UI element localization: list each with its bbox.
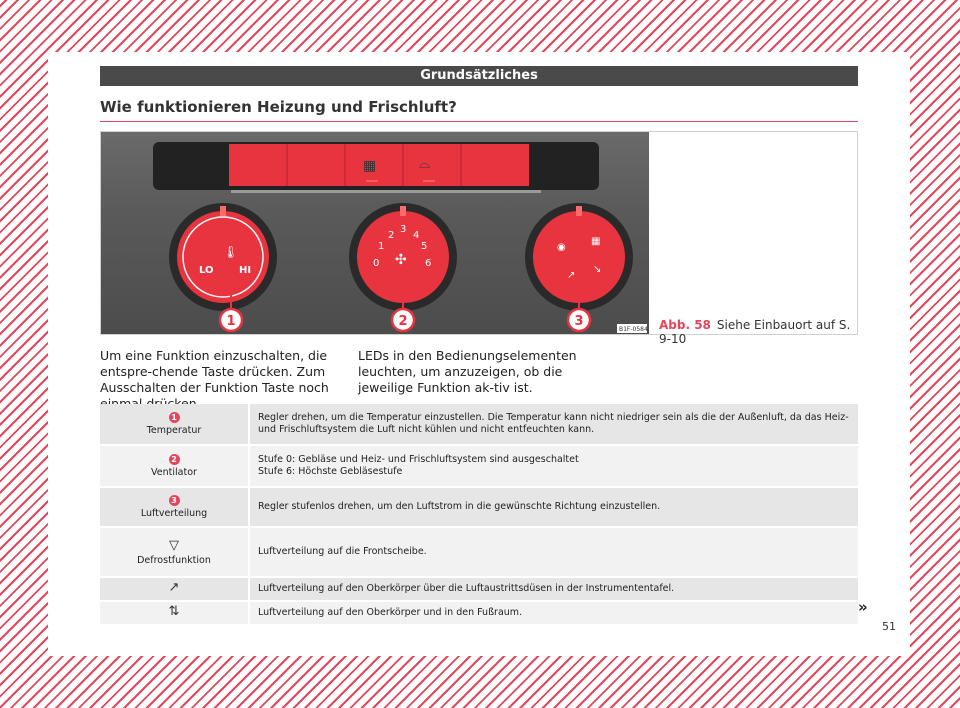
- svg-text:1: 1: [226, 314, 236, 329]
- svg-text:↗: ↗: [567, 270, 576, 281]
- svg-text:↘: ↘: [593, 264, 602, 275]
- callout-badge: 1: [169, 412, 180, 423]
- table-row: [100, 404, 858, 446]
- table-row: [100, 528, 858, 578]
- svg-text:3: 3: [400, 224, 407, 235]
- row-description: Luftverteilung auf den Oberkörper über die Luftaustrittsdüsen in der Instrumententafel.: [258, 583, 675, 594]
- body-text-column-2: LEDs in den Bedienungselementen leuchten, um anzuzeigen, ob die jeweilige Funktion ak-tiv ist.: [358, 348, 577, 395]
- svg-text:1: 1: [378, 241, 385, 252]
- callout-2: [392, 309, 414, 331]
- figure-number: Abb. 58: [659, 318, 711, 332]
- page-number: 51: [882, 620, 896, 633]
- table-row: [100, 488, 858, 528]
- svg-text:LO: LO: [199, 265, 214, 276]
- callout-3: [568, 309, 590, 331]
- callout-badge: 3: [169, 495, 180, 506]
- controls-table: [100, 404, 858, 626]
- svg-text:0: 0: [373, 258, 380, 269]
- row-label: Defrostfunktion: [137, 554, 211, 566]
- callout-badge: 2: [169, 454, 180, 465]
- svg-text:4: 4: [413, 230, 420, 241]
- upper-body-airflow-icon: ↗: [168, 580, 180, 595]
- callout-1: [220, 309, 242, 331]
- continued-marker: »: [858, 598, 868, 616]
- manual-page: [48, 52, 910, 656]
- svg-text:▦: ▦: [591, 236, 601, 247]
- figure-caption: [659, 318, 857, 346]
- climate-control-photo: [101, 132, 649, 334]
- heading-divider: [100, 121, 858, 122]
- svg-text:3: 3: [574, 314, 584, 329]
- svg-text:✣: ✣: [395, 252, 407, 268]
- temperature-knob: [169, 203, 277, 311]
- row-description-line2: Stufe 6: Höchste Gebläsestufe: [258, 466, 403, 477]
- row-description: Regler drehen, um die Temperatur einzustellen. Die Temperatur kann nicht niedriger sein als die der Außenluft, da das Heiz- und Frischluftsystem die Luft nicht kühlen und nicht entfeuchten kann.: [258, 412, 849, 435]
- svg-text:▦: ▦: [363, 158, 377, 174]
- row-label: Luftverteilung: [140, 508, 208, 519]
- svg-text:⌓: ⌓: [419, 156, 431, 172]
- svg-text:HI: HI: [239, 265, 252, 276]
- section-header-bar: Grundsätzliches: [100, 66, 858, 86]
- body-text-column-1: Um eine Funktion einzuschalten, die entspre-chende Taste drücken. Zum Ausschalten der Funktion Taste noch: [100, 348, 329, 395]
- row-description: Regler stufenlos drehen, um den Luftstrom in die gewünschte Richtung einzustellen.: [258, 501, 661, 512]
- row-description: Stufe 0: Gebläse und Heiz- und Frischluftsystem sind ausgeschaltet: [258, 454, 579, 465]
- climate-panel-illustration: [101, 132, 649, 334]
- row-description: Luftverteilung auf die Frontscheibe.: [258, 546, 427, 557]
- row-description: Luftverteilung auf den Oberkörper und in den Fußraum.: [258, 607, 523, 618]
- svg-text:5: 5: [421, 241, 428, 252]
- svg-text:2: 2: [388, 230, 395, 241]
- figure-caption-text: Siehe Einbauort auf S. 9-10: [659, 318, 851, 346]
- page-title: Wie funktionieren Heizung und Frischluft?: [100, 98, 457, 116]
- upper-body-footwell-airflow-icon: ⇅: [168, 604, 180, 619]
- table-row: [100, 602, 858, 626]
- row-label: Temperatur: [146, 425, 202, 436]
- svg-text:2: 2: [398, 314, 408, 329]
- svg-text:6: 6: [425, 258, 432, 269]
- table-row: [100, 578, 858, 602]
- svg-text:◉: ◉: [557, 242, 566, 253]
- row-label: Ventilator: [151, 467, 197, 478]
- table-row: [100, 446, 858, 488]
- figure-frame: [100, 131, 858, 346]
- svg-text:B1F-0584: B1F-0584: [619, 326, 648, 333]
- defrost-icon: ▽: [169, 537, 179, 553]
- svg-text:🌡: 🌡: [223, 245, 239, 259]
